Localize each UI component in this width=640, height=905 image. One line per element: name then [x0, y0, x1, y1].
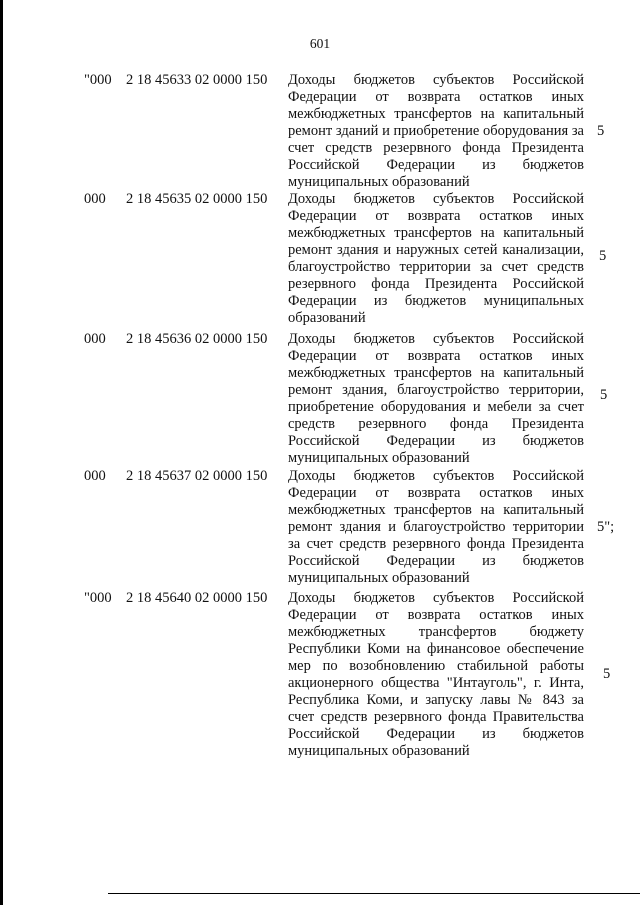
admin-code: 000: [84, 468, 106, 484]
row-amount: 5: [600, 387, 608, 403]
row-description: Доходы бюджетов субъектов Российской Федерации от возврата остатков иных межбюджетных трансфертов на капитальный ремонт зданий и приобретение оборудования за счет средств резервного фонда Президента Российской Федерации из бюджетов муниципальных образований: [288, 72, 584, 190]
page-number: 601: [309, 36, 331, 51]
admin-code: "000: [84, 590, 112, 606]
row-amount: 5: [603, 666, 611, 682]
scan-left-edge: [0, 0, 3, 905]
row-amount: 5: [599, 248, 607, 264]
budget-classification-code: 2 18 45633 02 0000 150: [126, 72, 268, 88]
admin-code: "000: [84, 72, 112, 88]
row-description: Доходы бюджетов субъектов Российской Федерации от возврата остатков иных межбюджетных трансфертов на капитальный ремонт здания и наружных сетей канализации, благоустройство территории за счет средств резервного фонда Президента Российской Федерации из бюджетов муниципальных образований: [288, 191, 584, 326]
budget-classification-code: 2 18 45637 02 0000 150: [126, 468, 268, 484]
admin-code: 000: [84, 331, 106, 347]
budget-classification-code: 2 18 45635 02 0000 150: [126, 191, 268, 207]
row-description: Доходы бюджетов субъектов Российской Федерации от возврата остатков иных межбюджетных трансфертов на капитальный ремонт здания и благоустройство территории за счет средств резервного фонда Президента Российской Федерации из бюджетов муниципальных образований: [288, 468, 584, 586]
budget-classification-code: 2 18 45640 02 0000 150: [126, 590, 268, 606]
row-description: Доходы бюджетов субъектов Российской Федерации от возврата остатков иных межбюджетных трансфертов бюджету Республики Коми на финансовое обеспечение мер по возобновлению стабильной работы акционерного общества "Интауголь", г. Инта, Республика Коми, и запуску лавы № 843 за счет средств резервного фонда Правительства Российской Федерации из бюджетов муниципальных образований: [288, 590, 584, 759]
admin-code: 000: [84, 191, 106, 207]
row-description: Доходы бюджетов субъектов Российской Федерации от возврата остатков иных межбюджетных трансфертов на капитальный ремонт здания, благоустройство территории, приобретение оборудования и мебели за счет средств резервного фонда Президента Российской Федерации из бюджетов муниципальных образований: [288, 331, 584, 466]
row-amount: 5: [597, 123, 605, 139]
budget-classification-code: 2 18 45636 02 0000 150: [126, 331, 268, 347]
row-amount: 5";: [597, 519, 615, 535]
scan-bottom-edge: [108, 893, 640, 894]
